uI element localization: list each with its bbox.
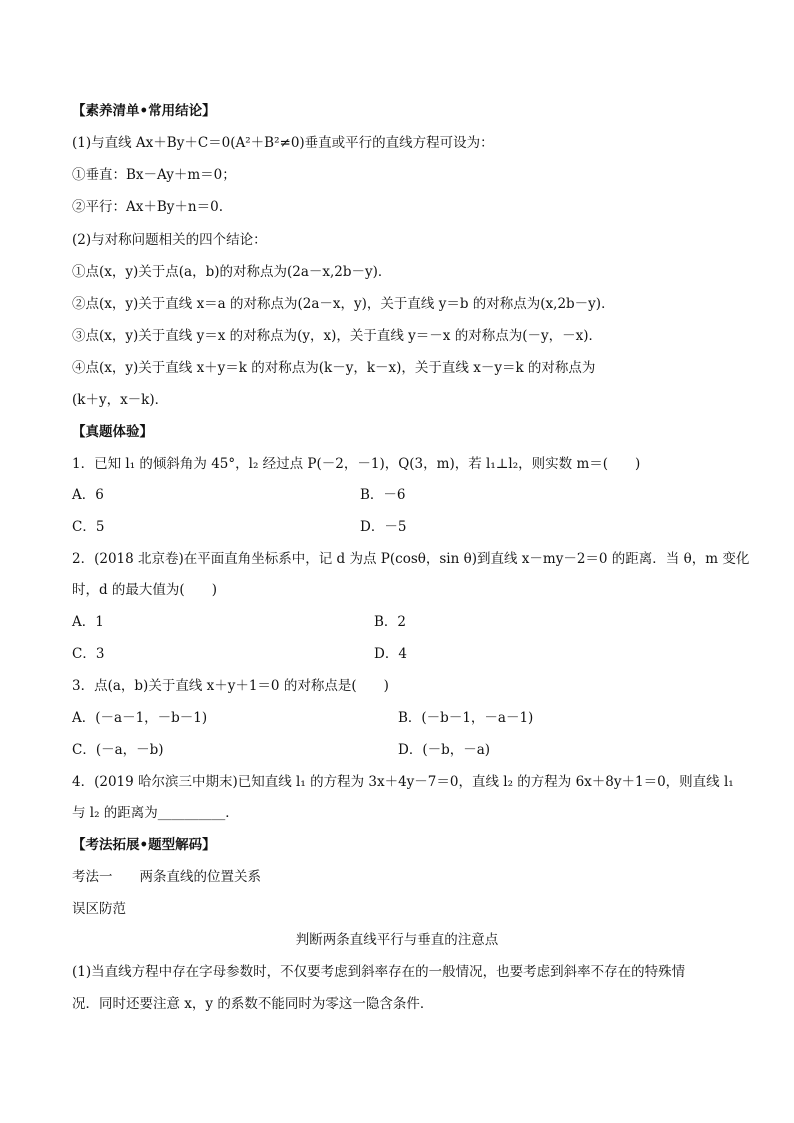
question-1-option-d: D．－5 xyxy=(360,519,407,535)
conclusion-line-4: (2)与对称问题相关的四个结论： xyxy=(72,232,267,248)
question-2-option-a: A．1 xyxy=(72,614,104,630)
question-1-stem: 1．已知 l₁ 的倾斜角为 45°，l₂ 经过点 P(－2，－1)，Q(3，m)，若 l₁⊥l₂，则实数 m＝( ) xyxy=(72,456,641,472)
question-1-option-c: C．5 xyxy=(72,519,105,535)
section-heading-common-conclusions: 【素养清单•常用结论】 xyxy=(72,103,216,119)
question-2-option-d: D．4 xyxy=(374,646,407,662)
question-1-option-a: A．6 xyxy=(72,487,104,503)
conclusion-line-1: (1)与直线 Ax＋By＋C＝0(A²＋B²≠0)垂直或平行的直线方程可设为： xyxy=(72,135,494,151)
conclusion-line-5: ①点(x，y)关于点(a，b)的对称点为(2a－x,2b－y)． xyxy=(72,264,392,280)
question-4-stem-line-1: 4．(2019 哈尔滨三中期末)已知直线 l₁ 的方程为 3x＋4y－7＝0，直线 l₂ 的方程为 6x＋8y＋1＝0，则直线 l₁ xyxy=(72,774,734,790)
question-3-option-a: A．(－a－1，－b－1) xyxy=(72,710,208,726)
conclusion-line-7: ③点(x，y)关于直线 y＝x 的对称点为(y，x)，关于直线 y＝－x 的对称点为(－y，－x)． xyxy=(72,328,602,344)
conclusion-line-2: ①垂直：Bx－Ay＋m＝0； xyxy=(72,167,236,183)
section-heading-real-exam: 【真题体验】 xyxy=(72,424,153,440)
question-2-option-b: B．2 xyxy=(374,614,407,630)
section-heading-method-expansion: 【考法拓展•题型解码】 xyxy=(72,837,216,853)
method-subtitle: 误区防范 xyxy=(72,901,126,917)
question-3-stem: 3．点(a，b)关于直线 x＋y＋1＝0 的对称点是( ) xyxy=(72,678,389,694)
method-paragraph-1-line-1: (1)当直线方程中存在字母参数时，不仅要考虑到斜率存在的一般情况，也要考虑到斜率不存在的特殊情 xyxy=(72,964,686,980)
question-2-option-c: C．3 xyxy=(72,646,105,662)
conclusion-line-8: ④点(x，y)关于直线 x＋y＝k 的对称点为(k－y，k－x)，关于直线 x－y＝k 的对称点为 xyxy=(72,360,596,376)
conclusion-line-3: ②平行：Ax＋By＋n＝0. xyxy=(72,199,223,215)
question-4-stem-line-2: 与 l₂ 的距离为__________． xyxy=(72,805,239,821)
question-3-option-d: D．(－b，－a) xyxy=(398,742,491,758)
question-3-option-c: C．(－a，－b) xyxy=(72,742,164,758)
question-3-option-b: B．(－b－1，－a－1) xyxy=(398,710,534,726)
method-title: 考法一 两条直线的位置关系 xyxy=(72,869,261,885)
method-paragraph-1-line-2: 况．同时还要注意 x，y 的系数不能同时为零这一隐含条件． xyxy=(72,996,434,1012)
question-2-stem-line-2: 时，d 的最大值为( ) xyxy=(72,582,217,598)
question-1-option-b: B．－6 xyxy=(360,487,406,503)
question-2-stem-line-1: 2．(2018 北京卷)在平面直角坐标系中，记 d 为点 P(cosθ，sin θ)到直线 x－my－2＝0 的距离．当 θ，m 变化 xyxy=(72,551,750,567)
conclusion-line-9: (k＋y，x－k)． xyxy=(72,392,169,408)
conclusion-line-6: ②点(x，y)关于直线 x＝a 的对称点为(2a－x，y)，关于直线 y＝b 的对称点为(x,2b－y)． xyxy=(72,296,615,312)
method-centered-title: 判断两条直线平行与垂直的注意点 xyxy=(295,932,499,948)
